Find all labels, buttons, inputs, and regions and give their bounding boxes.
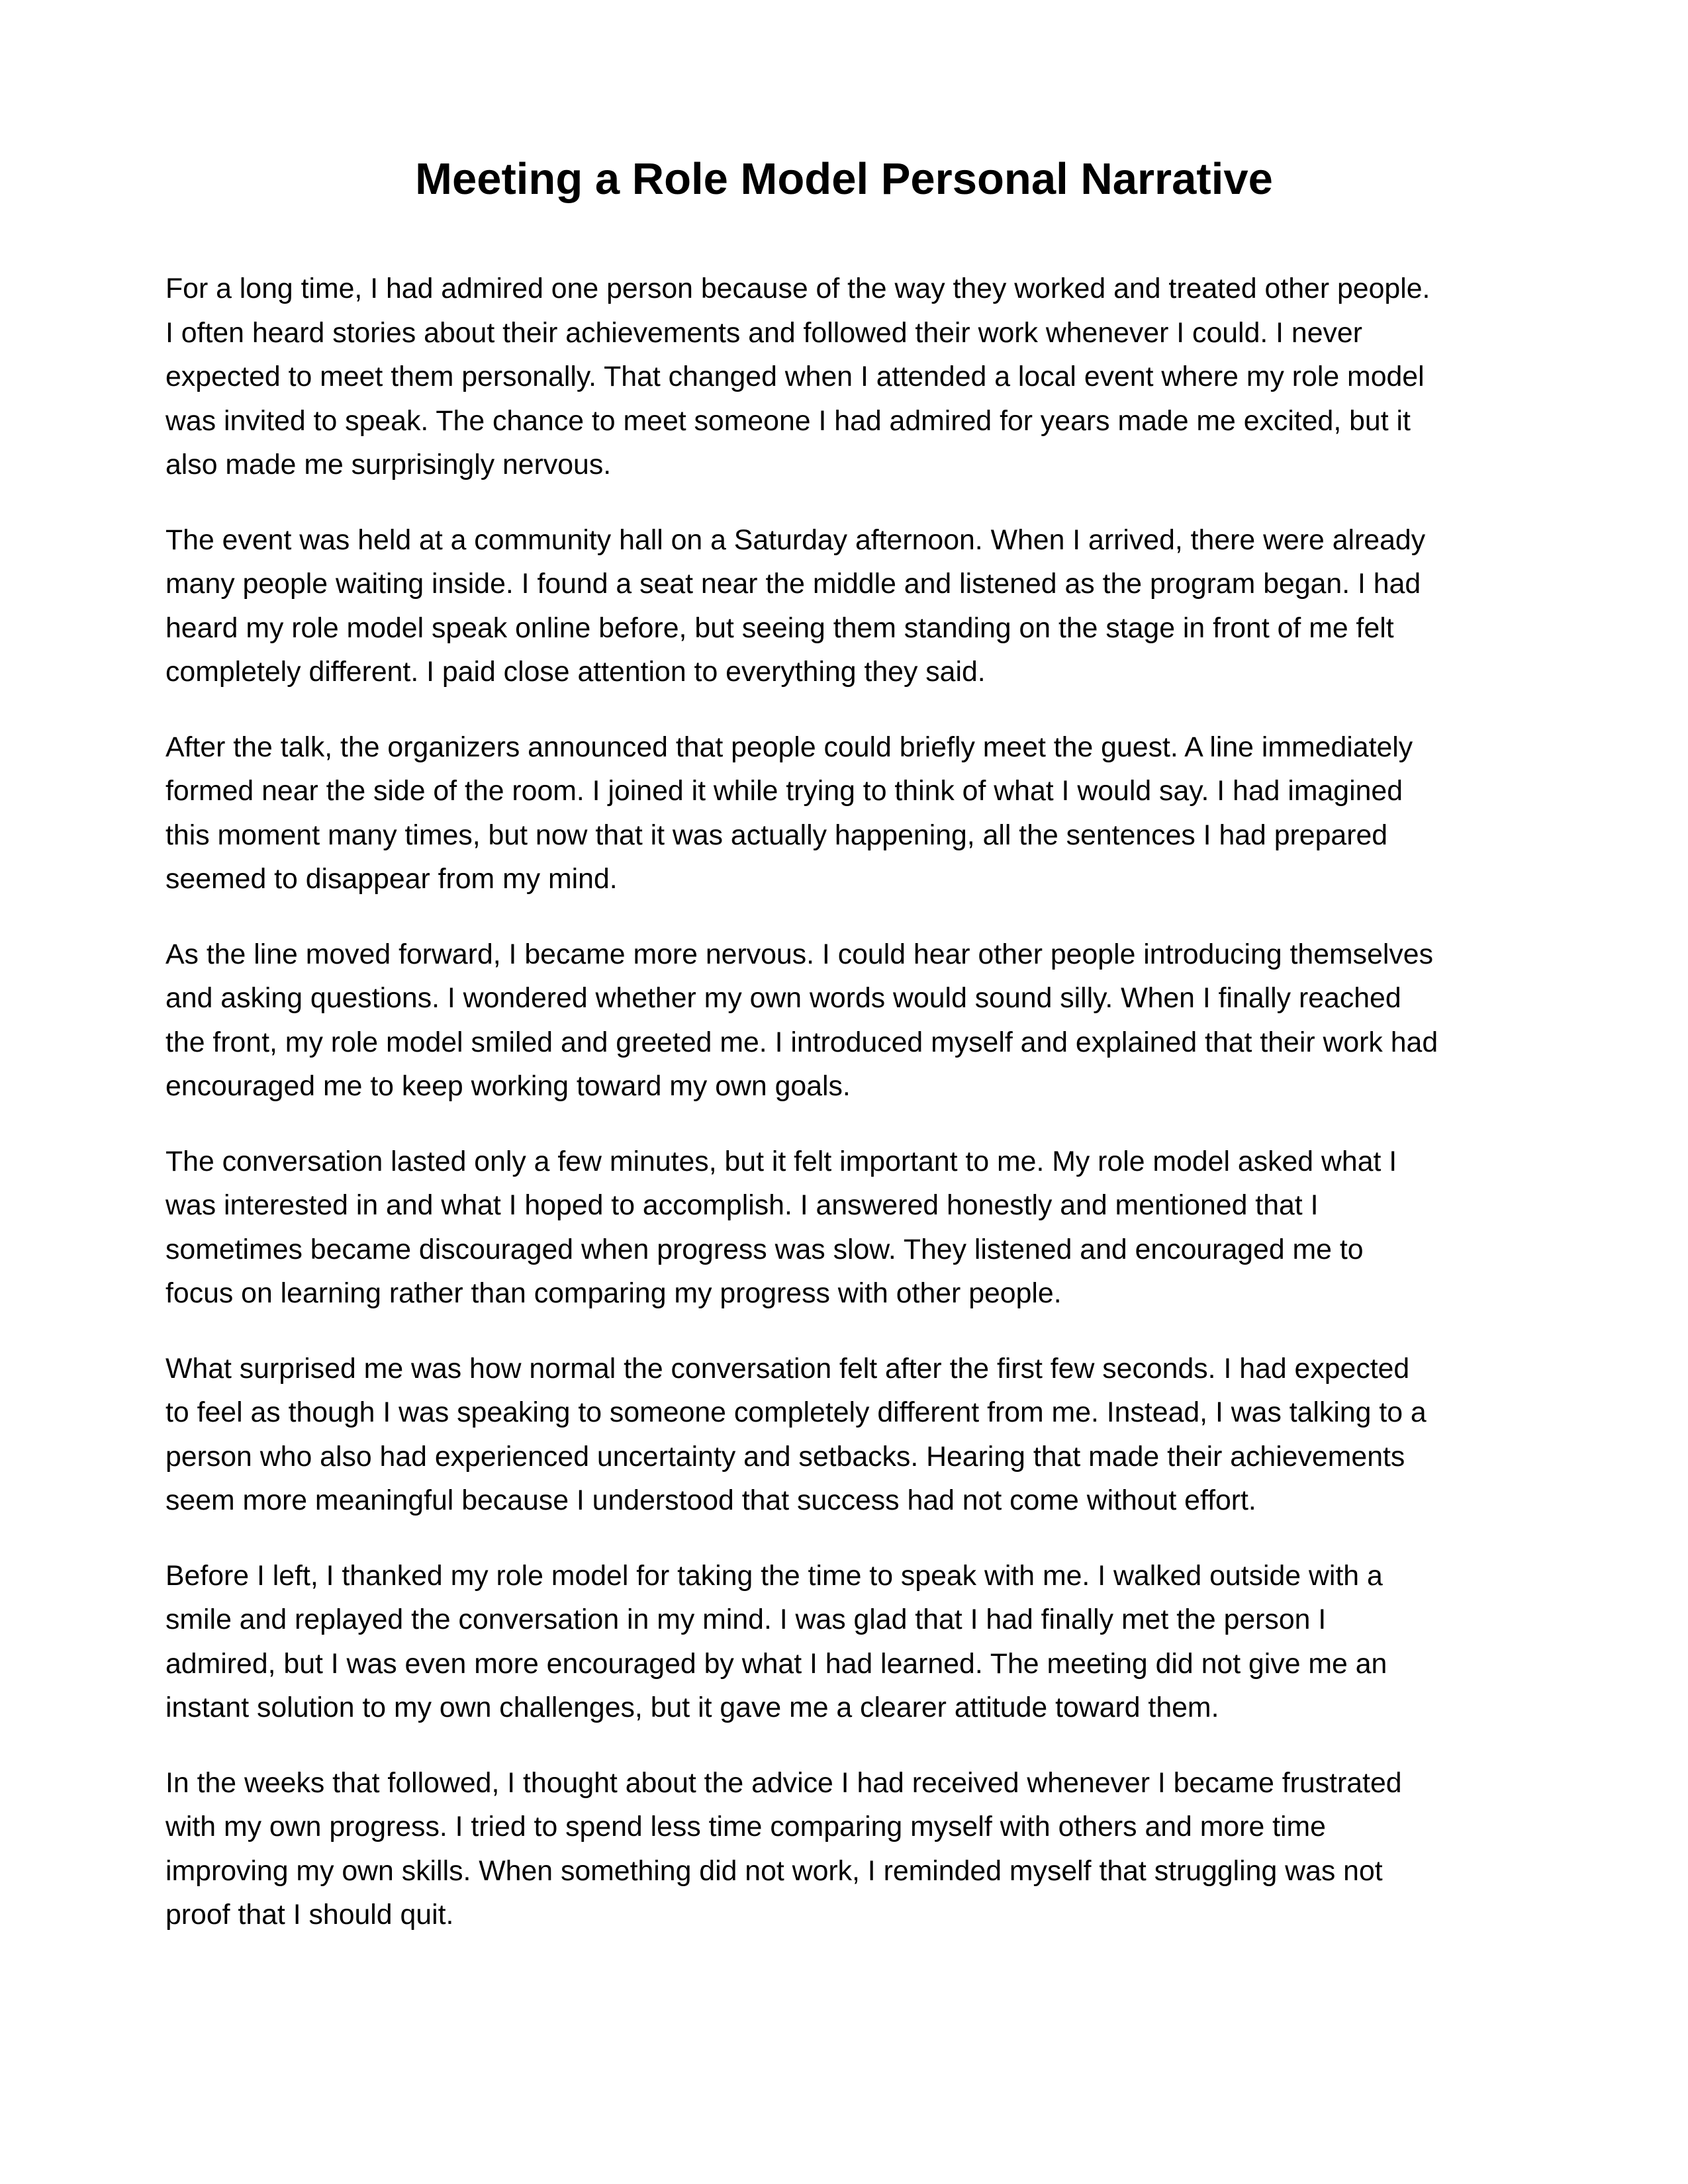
text-line: seem more meaningful because I understood that success had not come without effort. (165, 1484, 1256, 1516)
paragraph-4 (165, 933, 1524, 1109)
text-line: was invited to speak. The chance to meet someone I had admired for years made me excited, but it (165, 404, 1411, 437)
text-line: admired, but I was even more encouraged by what I had learned. The meeting did not give me an (165, 1647, 1387, 1680)
text-line: In the weeks that followed, I thought about the advice I had received whenever I became frustrated (165, 1766, 1402, 1799)
paragraph-7 (165, 1554, 1524, 1730)
text-line: with my own progress. I tried to spend less time comparing myself with others and more time (165, 1811, 1326, 1843)
paragraph-5 (165, 1140, 1524, 1316)
paragraph-6 (165, 1347, 1524, 1523)
text-line: expected to meet them personally. That changed when I attended a local event where my role model (165, 361, 1425, 392)
text-line: also made me surprisingly nervous. (165, 449, 612, 480)
text-line: seemed to disappear from my mind. (165, 863, 618, 895)
text-line: to feel as though I was speaking to someone completely different from me. Instead, I was talking to a (165, 1396, 1427, 1428)
text-line: many people waiting inside. I found a seat near the middle and listened as the program began. I had (165, 568, 1421, 600)
text-line: After the talk, the organizers announced that people could briefly meet the guest. A line immediately (165, 731, 1413, 763)
text-line: sometimes became discouraged when progress was slow. They listened and encouraged me to (165, 1233, 1364, 1265)
text-line: The event was held at a community hall on a Saturday afternoon. When I arrived, there were already (165, 523, 1426, 556)
text-line: I often heard stories about their achievements and followed their work whenever I could. I never (165, 316, 1362, 349)
text-line: instant solution to my own challenges, but it gave me a clearer attitude toward them. (165, 1692, 1219, 1723)
text-line: improving my own skills. When something did not work, I reminded myself that struggling was not (165, 1854, 1383, 1887)
paragraph-8 (165, 1761, 1524, 1937)
text-line: encouraged me to keep working toward my own goals. (165, 1070, 851, 1102)
text-line: formed near the side of the room. I joined it while trying to think of what I would say. I had imagined (165, 775, 1403, 807)
text-line: As the line moved forward, I became more nervous. I could hear other people introducing themselves (165, 938, 1433, 970)
text-line: The conversation lasted only a few minutes, but it felt important to me. My role model asked what I (165, 1145, 1397, 1177)
document-body (165, 267, 1524, 1968)
paragraph-3 (165, 725, 1524, 901)
paragraph-1 (165, 267, 1524, 487)
text-line: Before I left, I thanked my role model for taking the time to speak with me. I walked outside with a (165, 1559, 1383, 1592)
text-line: proof that I should quit. (165, 1899, 454, 1931)
text-line: smile and replayed the conversation in my mind. I was glad that I had finally met the person I (165, 1604, 1327, 1635)
text-line: For a long time, I had admired one person because of the way they worked and treated other people. (165, 273, 1430, 304)
text-line: person who also had experienced uncertainty and setbacks. Hearing that made their achievements (165, 1440, 1405, 1473)
text-line: and asking questions. I wondered whether my own words would sound silly. When I finally reached (165, 982, 1401, 1014)
paragraph-2 (165, 518, 1524, 694)
text-line: this moment many times, but now that it was actually happening, all the sentences I had prepared (165, 819, 1388, 851)
document-title: Meeting a Role Model Personal Narrative (415, 154, 1273, 204)
text-line: heard my role model speak online before, but seeing them standing on the stage in front of me felt (165, 612, 1394, 644)
text-line: the front, my role model smiled and greeted me. I introduced myself and explained that their work had (165, 1026, 1438, 1058)
text-line: was interested in and what I hoped to accomplish. I answered honestly and mentioned that I (165, 1189, 1319, 1221)
text-line: focus on learning rather than comparing my progress with other people. (165, 1277, 1062, 1309)
text-line: What surprised me was how normal the conversation felt after the first few seconds. I had expected (165, 1352, 1410, 1385)
text-line: completely different. I paid close attention to everything they said. (165, 656, 986, 688)
